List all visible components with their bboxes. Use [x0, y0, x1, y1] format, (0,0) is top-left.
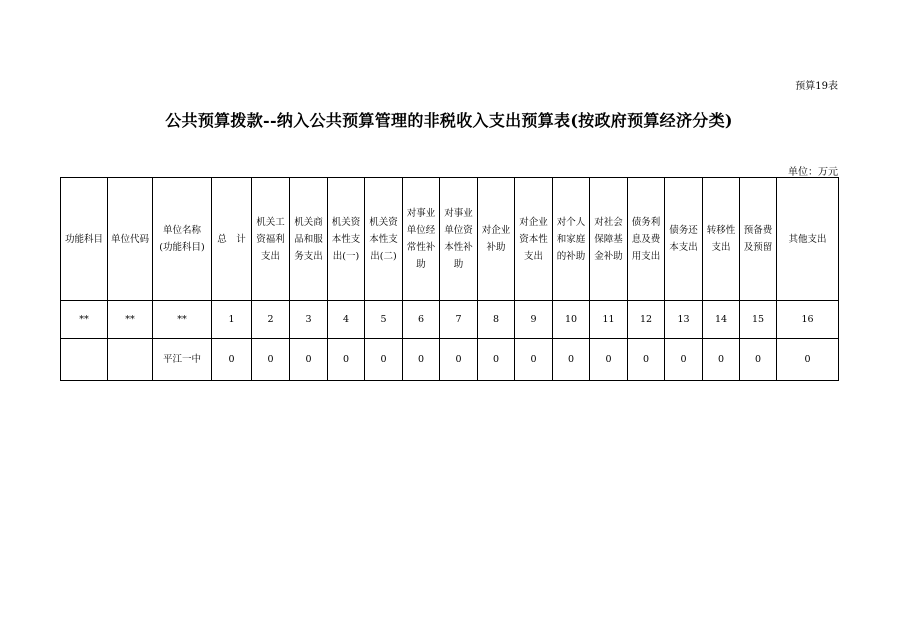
- header-row: [61, 178, 839, 301]
- column-header: 对社会 保障基 金补助: [590, 178, 628, 301]
- table-cell: 7: [440, 301, 478, 339]
- table-cell: 9: [515, 301, 553, 339]
- table-cell: 4: [328, 301, 365, 339]
- table-cell: 14: [703, 301, 740, 339]
- table-cell: 1: [212, 301, 252, 339]
- budget-table: [60, 177, 839, 381]
- column-header: 机关商 品和服 务支出: [290, 178, 328, 301]
- table-cell: 0: [365, 339, 403, 381]
- unit-name-cell: 平江一中: [153, 339, 212, 381]
- table-cell: 15: [740, 301, 777, 339]
- table-cell: 2: [252, 301, 290, 339]
- table-cell: 0: [515, 339, 553, 381]
- column-header: 对企业 资本性 支出: [515, 178, 553, 301]
- table-cell: 16: [777, 301, 839, 339]
- table-cell: 0: [553, 339, 590, 381]
- table-cell: 0: [290, 339, 328, 381]
- column-header: 对事业 单位经 常性补 助: [403, 178, 440, 301]
- column-header: 单位名称 (功能科目): [153, 178, 212, 301]
- form-number: 预算19表: [795, 81, 838, 92]
- column-header: 总 计: [212, 178, 252, 301]
- column-header: 债务利 息及费 用支出: [628, 178, 665, 301]
- column-header: 机关资 本性支 出(一): [328, 178, 365, 301]
- table-cell: 0: [703, 339, 740, 381]
- table-cell: 12: [628, 301, 665, 339]
- column-header: 对个人 和家庭 的补助: [553, 178, 590, 301]
- column-header: 机关资 本性支 出(二): [365, 178, 403, 301]
- table-cell: 8: [478, 301, 515, 339]
- table-cell: 0: [478, 339, 515, 381]
- column-header: 功能科目: [61, 178, 108, 301]
- table-cell: 0: [403, 339, 440, 381]
- table-cell: [108, 339, 153, 381]
- table-cell: 6: [403, 301, 440, 339]
- table-cell: 0: [590, 339, 628, 381]
- table-cell: 0: [328, 339, 365, 381]
- unit-label: 单位：万元: [788, 167, 838, 178]
- column-header: 债务还 本支出: [665, 178, 703, 301]
- table-cell: 10: [553, 301, 590, 339]
- table-cell: 3: [290, 301, 328, 339]
- column-header: 对企业 补助: [478, 178, 515, 301]
- table-cell: **: [61, 301, 108, 339]
- column-header: 转移性 支出: [703, 178, 740, 301]
- page-title: 公共预算拨款--纳入公共预算管理的非税收入支出预算表(按政府预算经济分类): [165, 111, 733, 130]
- table-cell: 11: [590, 301, 628, 339]
- column-header: 对事业 单位资 本性补 助: [440, 178, 478, 301]
- total-cell: 0: [212, 339, 252, 381]
- column-header: 其他支出: [777, 178, 839, 301]
- table-row: [61, 339, 839, 381]
- table-cell: 0: [628, 339, 665, 381]
- column-code-row: [61, 301, 839, 339]
- table-cell: 0: [777, 339, 839, 381]
- table-cell: 0: [252, 339, 290, 381]
- table-cell: 0: [665, 339, 703, 381]
- table-cell: 0: [440, 339, 478, 381]
- table-cell: 0: [740, 339, 777, 381]
- table-cell: **: [153, 301, 212, 339]
- table-cell: 13: [665, 301, 703, 339]
- table-cell: 5: [365, 301, 403, 339]
- column-header: 单位代码: [108, 178, 153, 301]
- column-header: 机关工 资福利 支出: [252, 178, 290, 301]
- column-header: 预备费 及预留: [740, 178, 777, 301]
- table-cell: **: [108, 301, 153, 339]
- table-cell: [61, 339, 108, 381]
